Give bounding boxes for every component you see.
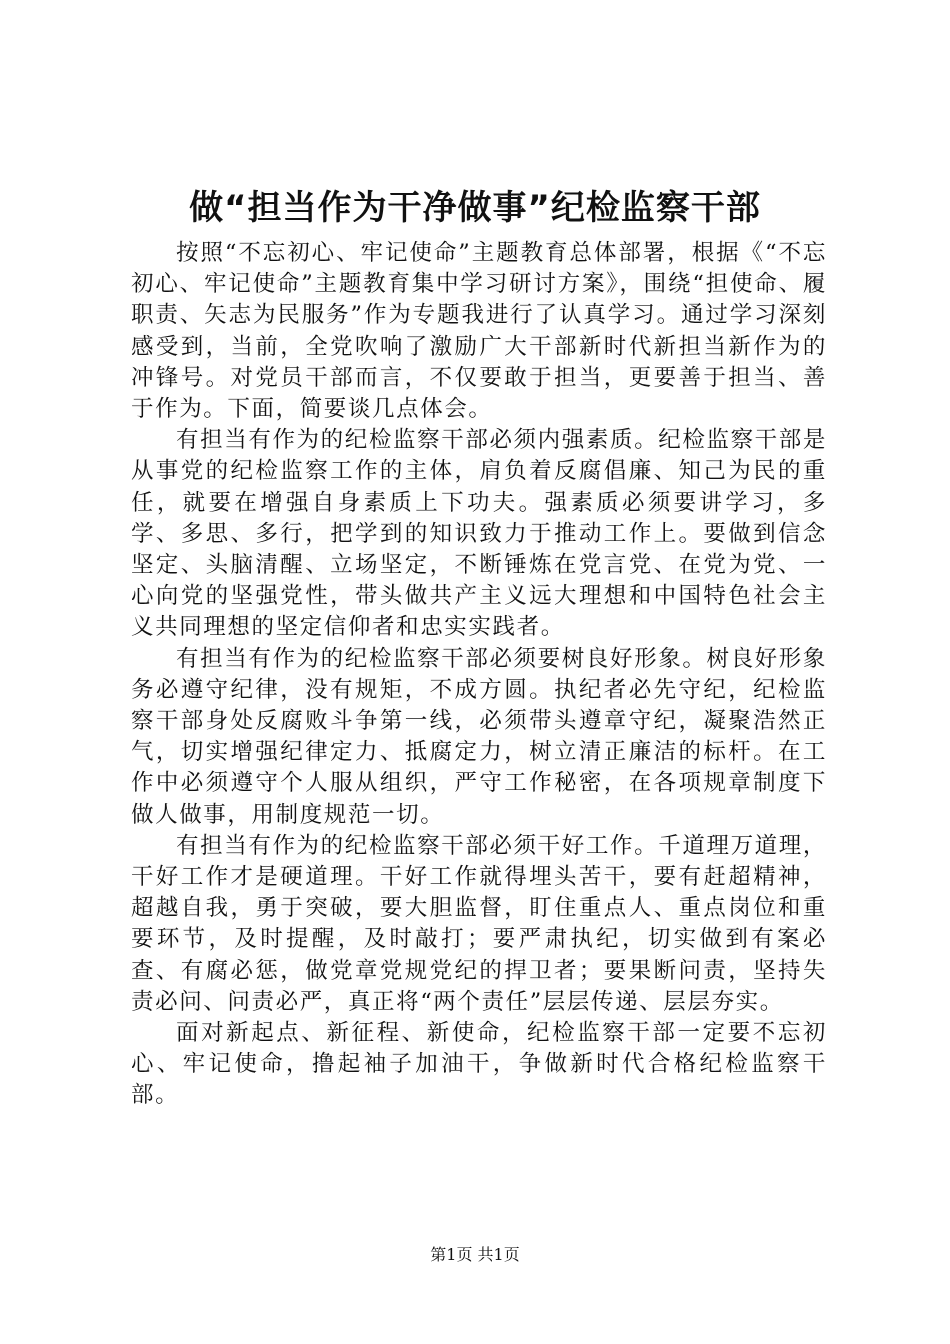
paragraph-5: 面对新起点、新征程、新使命，纪检监察干部一定要不忘初心、牢记使命，撸起袖子加油干，争做新时代合格纪检监察干部。 xyxy=(131,1020,827,1109)
document-body xyxy=(131,238,827,1112)
page-footer: 第1页 共1页 xyxy=(430,1245,520,1264)
paragraph-2: 有担当有作为的纪检监察干部必须内强素质。纪检监察干部是从事党的纪检监察工作的主体，肩负着反腐倡廉、知己为民的重任，就要在增强自身素质上下功夫。强素质必须要讲学习，多学、多思、多行，把学到的知识致力于推动工作上。要做到信念坚定、头脑清醒、立场坚定，不断锤炼在党言党、在党为党、一心向党的坚强党性，带头做共产主义远大理想和中国特色社会主义共同理想的坚定信仰者和忠实实践者。 xyxy=(131,427,827,641)
paragraph-1: 按照“不忘初心、牢记使命”主题教育总体部署，根据《“不忘初心、牢记使命”主题教育集中学习研讨方案》，围绕“担使命、履职责、矢志为民服务”作为专题我进行了认真学习。通过学习深刻感受到，当前，全党吹响了激励广大干部新时代新担当新作为的冲锋号。对党员干部而言，不仅要敢于担当，更要善于担当、善于作为。下面，简要谈几点体会。 xyxy=(131,240,827,423)
paragraph-3: 有担当有作为的纪检监察干部必须要树良好形象。树良好形象务必遵守纪律，没有规矩，不成方圆。执纪者必先守纪，纪检监察干部身处反腐败斗争第一线，必须带头遵章守纪，凝聚浩然正气，切实增强纪律定力、抵腐定力，树立清正廉洁的标杆。在工作中必须遵守个人服从组织，严守工作秘密，在各项规章制度下做人做事，用制度规范一切。 xyxy=(131,645,827,828)
paragraph-4: 有担当有作为的纪检监察干部必须干好工作。千道理万道理，干好工作才是硬道理。干好工作就得埋头苦干，要有赶超精神，超越自我，勇于突破，要大胆监督，盯住重点人、重点岗位和重要环节，及时提醒，及时敲打；要严肃执纪，切实做到有案必查、有腐必惩，做党章党规党纪的捍卫者；要果断问责，坚持失责必问、问责必严，真正将“两个责任”层层传递、层层夯实。 xyxy=(131,832,827,1015)
document-title: 做“担当作为干净做事”纪检监察干部 xyxy=(189,188,761,228)
